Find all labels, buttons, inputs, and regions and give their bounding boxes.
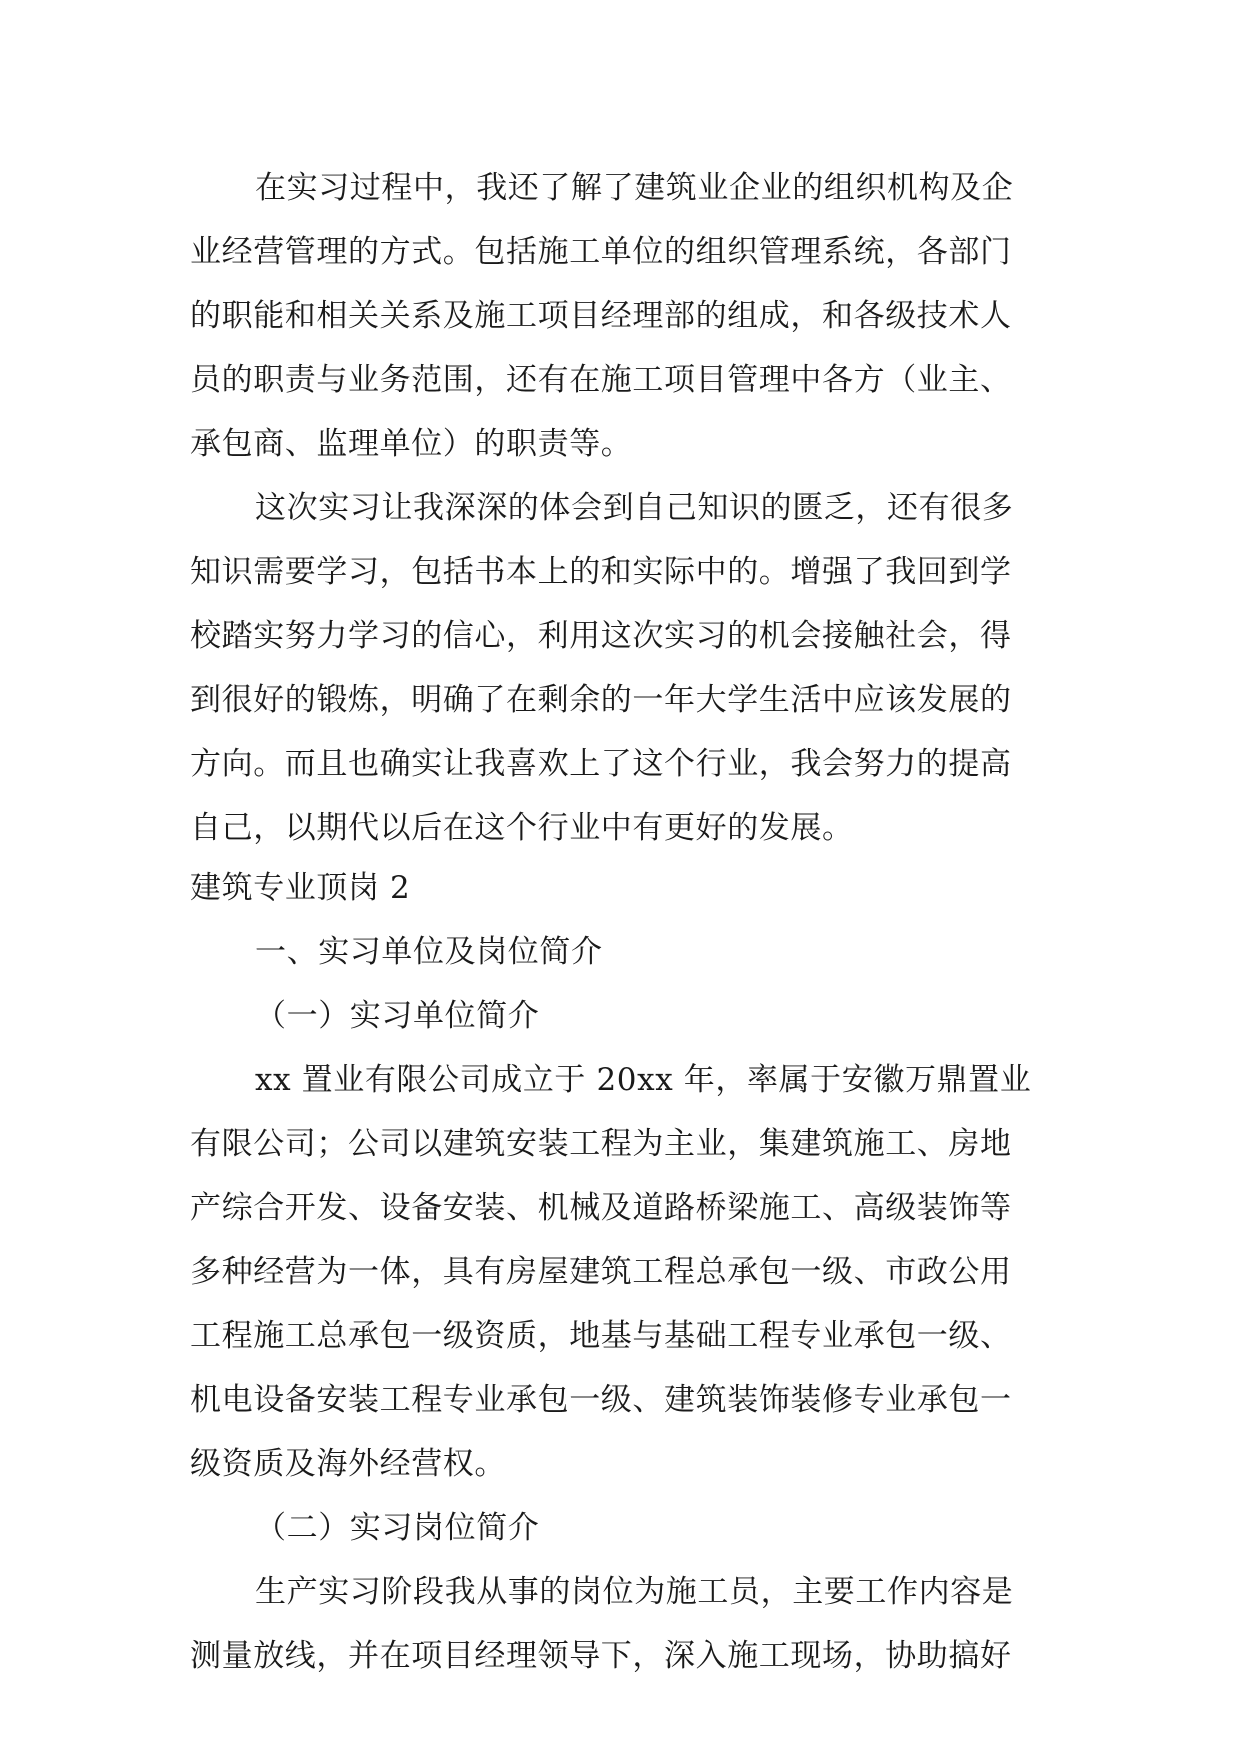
paragraph-line: 校踏实努力学习的信心，利用这次实习的机会接触社会，得 (190, 618, 1012, 654)
paragraph-line: 测量放线，并在项目经理领导下，深入施工现场，协助搞好 (190, 1638, 1012, 1674)
paragraph-line: 这次实习让我深深的体会到自己知识的匮乏，还有很多 (255, 490, 1014, 526)
paragraph-line: 生产实习阶段我从事的岗位为施工员，主要工作内容是 (255, 1574, 1014, 1610)
paragraph-line: 承包商、监理单位）的职责等。 (190, 426, 633, 462)
subsection-heading: （一）实习单位简介 (255, 998, 540, 1034)
section-heading: 建筑专业顶岗 2 (190, 870, 411, 906)
paragraph-line: 方向。而且也确实让我喜欢上了这个行业，我会努力的提高 (190, 746, 1012, 782)
paragraph-line: 到很好的锻炼，明确了在剩余的一年大学生活中应该发展的 (190, 682, 1012, 718)
paragraph-line: 产综合开发、设备安装、机械及道路桥梁施工、高级装饰等 (190, 1190, 1012, 1226)
subsection-heading: 一、实习单位及岗位简介 (255, 934, 603, 970)
paragraph-line: 的职能和相关关系及施工项目经理部的组成，和各级技术人 (190, 298, 1012, 334)
paragraph-line: 有限公司；公司以建筑安装工程为主业，集建筑施工、房地 (190, 1126, 1012, 1162)
subsection-heading: （二）实习岗位简介 (255, 1510, 540, 1546)
paragraph-line: 自己，以期代以后在这个行业中有更好的发展。 (190, 810, 854, 846)
paragraph-line: 员的职责与业务范围，还有在施工项目管理中各方（业主、 (190, 362, 1012, 398)
paragraph-line: 级资质及海外经营权。 (190, 1446, 506, 1482)
paragraph-line: 业经营管理的方式。包括施工单位的组织管理系统，各部门 (190, 234, 1012, 270)
paragraph-line: 机电设备安装工程专业承包一级、建筑装饰装修专业承包一 (190, 1382, 1012, 1418)
paragraph-line: xx 置业有限公司成立于 20xx 年，率属于安徽万鼎置业 (255, 1062, 1032, 1098)
paragraph-line: 在实习过程中，我还了解了建筑业企业的组织机构及企 (255, 170, 1014, 206)
paragraph-line: 多种经营为一体，具有房屋建筑工程总承包一级、市政公用 (190, 1254, 1012, 1290)
paragraph-line: 工程施工总承包一级资质，地基与基础工程专业承包一级、 (190, 1318, 1012, 1354)
paragraph-line: 知识需要学习，包括书本上的和实际中的。增强了我回到学 (190, 554, 1012, 590)
